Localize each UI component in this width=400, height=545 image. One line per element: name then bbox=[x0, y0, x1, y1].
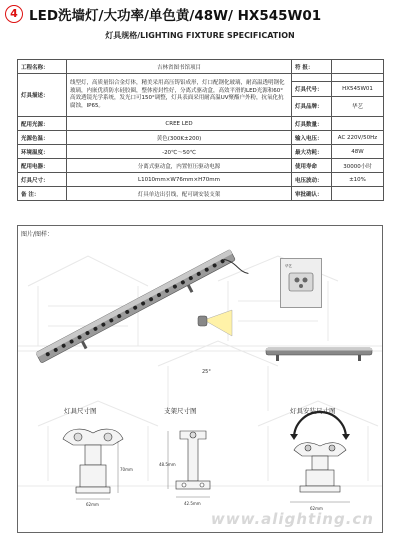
approval-label: 审批确认： bbox=[292, 187, 332, 201]
lamp-side-view-icon bbox=[262, 342, 377, 366]
code-label: 灯具代号： bbox=[292, 82, 332, 96]
brand-value: 华艺 bbox=[332, 96, 384, 116]
table-row bbox=[18, 74, 384, 82]
brand-label: 灯具品牌： bbox=[292, 96, 332, 116]
caption-installation: 灯具安装尺寸图 bbox=[290, 407, 336, 415]
note-value: 灯具单边出引线，配可调安装支架 bbox=[67, 187, 292, 201]
source-label: 配用光源： bbox=[18, 117, 67, 131]
lamp-end-icon bbox=[281, 259, 321, 307]
life-label: 使用寿命 bbox=[292, 159, 332, 173]
table-row bbox=[18, 60, 384, 74]
svg-text:华艺: 华艺 bbox=[285, 264, 292, 268]
installation-drawing bbox=[280, 414, 360, 514]
note-label: 备 注： bbox=[18, 187, 67, 201]
table-row bbox=[18, 131, 384, 145]
beam-angle-icon bbox=[196, 306, 236, 344]
watermark-text: www.alighting.cn bbox=[210, 510, 374, 528]
symbol-label: 符 报： bbox=[292, 60, 332, 74]
table-row bbox=[18, 173, 384, 187]
project-value: 吉林省图书馆项目 bbox=[67, 60, 292, 74]
table-row bbox=[18, 145, 384, 159]
qty-value[interactable] bbox=[332, 117, 384, 131]
desc-spacer bbox=[292, 74, 332, 82]
qty-label: 灯具数量： bbox=[292, 117, 332, 131]
item-number-badge: 4 bbox=[5, 5, 23, 23]
beam-angle-label: 25° bbox=[202, 369, 211, 375]
lamp-dimension-drawing bbox=[58, 421, 133, 511]
caption-bracket-dimension: 支架尺寸图 bbox=[164, 407, 197, 415]
approval-value[interactable] bbox=[332, 187, 384, 201]
power-label: 最大功耗： bbox=[292, 145, 332, 159]
color-value: 黄色(300K±200) bbox=[67, 131, 292, 145]
table-row bbox=[18, 117, 384, 131]
size-label: 灯具尺寸： bbox=[18, 173, 67, 187]
power-value: 48W bbox=[332, 145, 384, 159]
dim-e-text: 62mm bbox=[310, 506, 323, 511]
figure-label: 图片/图样： bbox=[21, 231, 54, 238]
dim-b-text: 70mm bbox=[120, 467, 133, 472]
size-value: L1010mm×W76mm×H70mm bbox=[67, 173, 292, 187]
desc-label: 灯具描述： bbox=[18, 74, 67, 117]
caption-lamp-dimension: 灯具尺寸图 bbox=[64, 407, 97, 415]
temp-label: 环境温度： bbox=[18, 145, 67, 159]
table-row bbox=[18, 159, 384, 173]
voltage-value: AC 220V/50Hz bbox=[332, 131, 384, 145]
dim-c-text: 48.5mm bbox=[159, 462, 176, 467]
spec-subtitle: 灯具规格/LIGHTING FIXTURE SPECIFICATION bbox=[105, 31, 295, 40]
elec-value: 分离式驱动盒，内置恒压驱动电源 bbox=[67, 159, 292, 173]
source-value: CREE LED bbox=[67, 117, 292, 131]
life-value: 30000小时 bbox=[332, 159, 384, 173]
voltage-label: 输入电压： bbox=[292, 131, 332, 145]
dim-a-text: 62mm bbox=[86, 502, 99, 507]
product-inset bbox=[280, 258, 322, 308]
figure-panel bbox=[17, 225, 383, 533]
table-row bbox=[18, 187, 384, 201]
product-title: LED洗墙灯/大功率/单色黄/48W/ HX545W01 bbox=[29, 8, 322, 24]
color-label: 光源色温： bbox=[18, 131, 67, 145]
code-value: HX545W01 bbox=[332, 82, 384, 96]
range-label: 电压波动： bbox=[292, 173, 332, 187]
project-label: 工程名称： bbox=[18, 60, 67, 74]
elec-label: 配用电器： bbox=[18, 159, 67, 173]
symbol-value[interactable] bbox=[332, 60, 384, 74]
spec-table bbox=[17, 59, 384, 201]
desc-spacer-val bbox=[332, 74, 384, 82]
desc-value: 线型灯，高质量铝合金灯体，精美采用高压铸铝成形，灯口配钢化玻璃，耐高温透明钢化玻璃，内嵌优质防水硅胶圈，整体密封性好，分离式驱动盒，高效平滑的LED光源和60°高效透镜光学系统，发光口可150°调整，灯具表面采用耐高温UV聚酯户外粉，抗氧化抗腐蚀，IP65。 bbox=[67, 74, 292, 117]
dim-d-text: 42.5mm bbox=[184, 501, 201, 506]
page-header bbox=[5, 4, 395, 26]
bracket-dimension-drawing bbox=[158, 421, 228, 511]
temp-value: -20℃～50℃ bbox=[67, 145, 292, 159]
range-value: ±10% bbox=[332, 173, 384, 187]
